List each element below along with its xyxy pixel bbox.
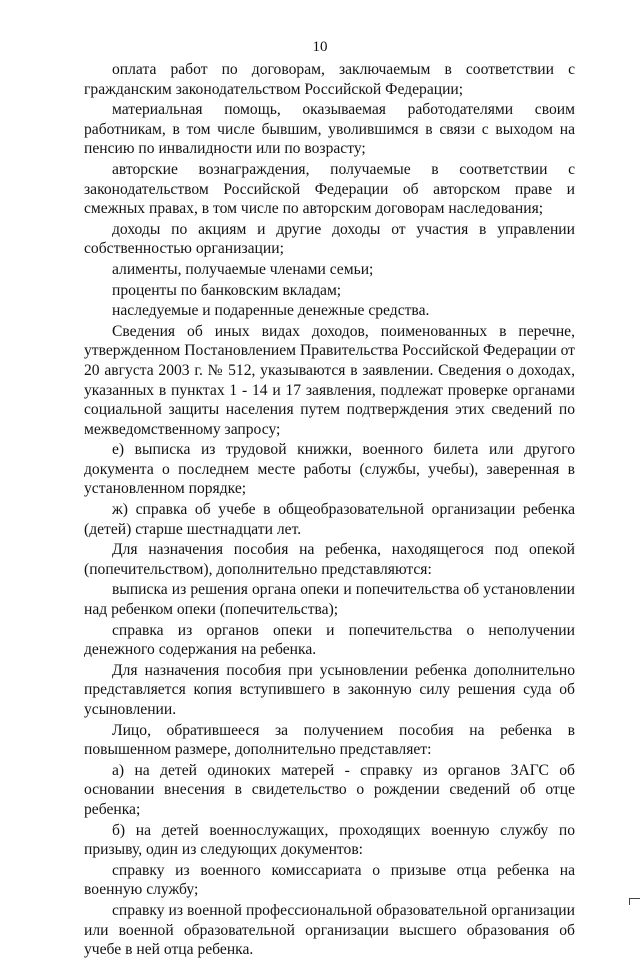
paragraph-bank-interest: проценты по банковским вкладам; bbox=[112, 281, 342, 299]
paragraph-increased-allowance: Лицо, обратившееся за получением пособия на ребенка в повышенном размере, дополнительно представляет: bbox=[84, 721, 575, 759]
paragraph-share-income: доходы по акциям и другие доходы от участия в управлении собственностью организации; bbox=[84, 220, 575, 258]
paragraph-author-fees: авторские вознаграждения, получаемые в соответствии с законодательством Российской Федерации об авторском праве и смежных правах, в том числе по авторским договорам наследования; bbox=[84, 160, 575, 218]
paragraph-material-aid: материальная помощь, оказываемая работодателями своим работникам, в том числе бывшим, уволившимся в связи с выходом на пенсию по инвалидности или по возрасту; bbox=[84, 101, 575, 158]
paragraph-inherited-funds: наследуемые и подаренные денежные средства. bbox=[112, 302, 430, 320]
paragraph-contract-pay: оплата работ по договорам, заключаемым в соответствии с гражданским законодательством Российской Федерации; bbox=[84, 61, 575, 98]
paragraph-adoption: Для назначения пособия при усыновлении ребенка дополнительно представляется копия вступившего в законную силу решения суда об усыновлении. bbox=[84, 661, 575, 718]
paragraph-item-a: а) на детей одиноких матерей - справку из органов ЗАГС об основании внесения в свидетельство о рождении сведений об отце ребенка; bbox=[84, 761, 575, 818]
document-body bbox=[84, 60, 575, 960]
paragraph-alimony: алименты, получаемые членами семьи; bbox=[112, 260, 374, 278]
paragraph-other-income: Сведения об иных видах доходов, поименованных в перечне, утвержденном Постановлением Правительства Российской Федерации от 20 августа 2003 г. № 512, указываются в заявлении. Сведения о доходах, указанных в пунктах 1 - 14 и 17 заявления, подлежат проверке органами социальной защиты населения путем подтверждения этих сведений по межведомственному запросу; bbox=[84, 322, 575, 438]
paragraph-military-commissariat: справку из военного комиссариата о призыве отца ребенка на военную службу; bbox=[84, 861, 575, 899]
paragraph-item-b: б) на детей военнослужащих, проходящих военную службу по призыву, один из следующих документов: bbox=[84, 821, 575, 859]
paragraph-item-zh: ж) справка об учебе в общеобразовательной организации ребенка (детей) старше шестнадцати лет. bbox=[84, 501, 575, 538]
page-number: 10 bbox=[312, 39, 328, 55]
page-corner-mark bbox=[629, 898, 640, 905]
paragraph-guardianship: Для назначения пособия на ребенка, находящегося под опекой (попечительством), дополнительно представляются: bbox=[84, 541, 575, 578]
paragraph-military-school: справку из военной профессиональной образовательной организации или военной образовательной организации высшего образования об учебе в ней отца ребенка. bbox=[84, 901, 575, 959]
paragraph-guardianship-certificate: справка из органов опеки и попечительства о неполучении денежного содержания на ребенка. bbox=[84, 621, 575, 659]
paragraph-guardianship-extract: выписка из решения органа опеки и попечительства об установлении над ребенком опеки (попечительства); bbox=[84, 581, 575, 619]
paragraph-item-e: е) выписка из трудовой книжки, военного билета или другого документа о последнем месте работы (службы, учебы), заверенная в установленном порядке; bbox=[84, 441, 575, 498]
